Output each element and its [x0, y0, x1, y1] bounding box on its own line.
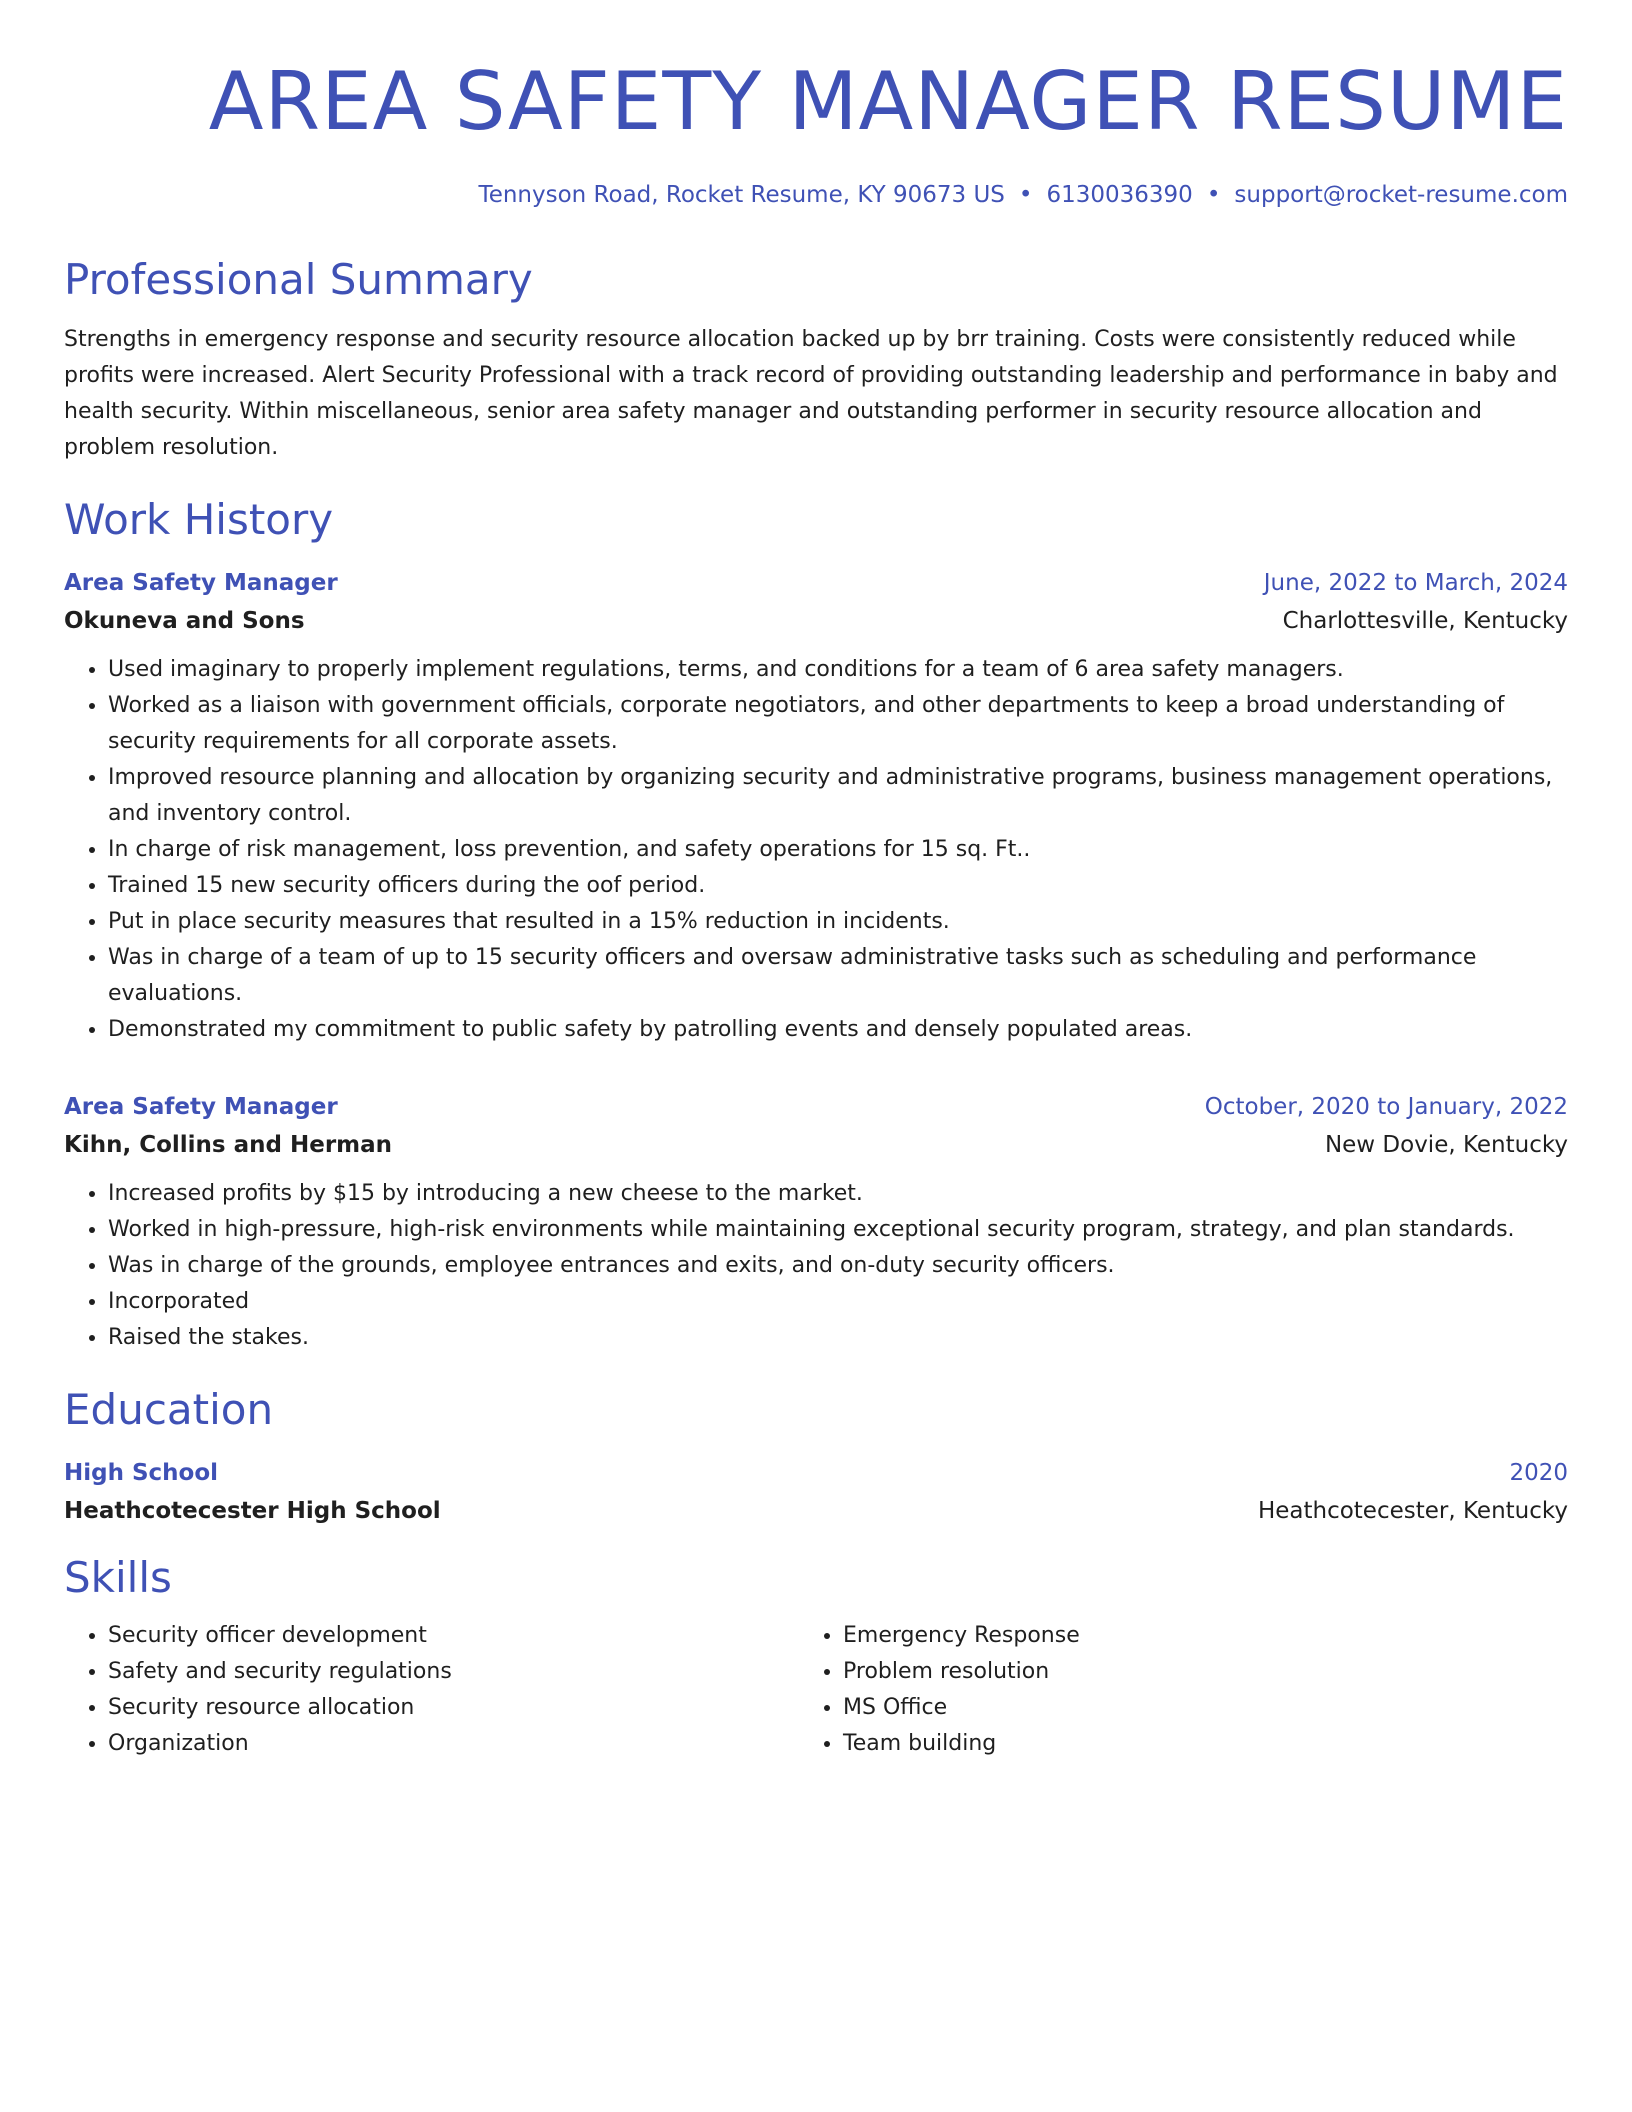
job-location: New Dovie, Kentucky [1324, 1132, 1568, 1158]
job-bullet: • Used imaginary to properly implement regulations, terms, and conditions for a team of 6 area safety managers. [108, 652, 1568, 688]
skill-item: • Security resource allocation [108, 1690, 799, 1726]
skill-item: • Organization [108, 1726, 799, 1762]
skills-heading: Skills [64, 1553, 172, 1602]
job-bullet: • Was in charge of the grounds, employee entrances and exits, and on-duty security officers. [108, 1248, 1568, 1284]
education-entry [64, 1454, 1568, 1530]
contact-line [64, 178, 1568, 212]
job-bullet: • Trained 15 new security officers during the oof period. [108, 868, 1568, 904]
skills-list-right [799, 1618, 1534, 1762]
skills-columns [64, 1618, 1568, 1762]
education-header-row [64, 1454, 1568, 1492]
skill-item: • Team building [843, 1726, 1534, 1762]
job-bullet: • Raised the stakes. [108, 1320, 1568, 1356]
job-dates: June, 2022 to March, 2024 [1263, 570, 1568, 596]
education-school-row [64, 1492, 1568, 1530]
job-company-row [64, 1126, 1568, 1164]
job-bullets [64, 1176, 1568, 1356]
education-degree: High School [64, 1460, 219, 1486]
job-bullet: • Increased profits by $15 by introducing a new cheese to the market. [108, 1176, 1568, 1212]
job-bullet: • Demonstrated my commitment to public safety by patrolling events and densely populated areas. [108, 1012, 1568, 1048]
education-heading: Education [64, 1385, 274, 1434]
contact-address: Tennyson Road, Rocket Resume, KY 90673 US [478, 182, 1005, 208]
resume-title: AREA SAFETY MANAGER RESUME [208, 55, 1568, 148]
job-bullet: • Was in charge of a team of up to 15 security officers and oversaw administrative tasks such as scheduling and performance evaluations. [108, 940, 1568, 1012]
job-role: Area Safety Manager [64, 570, 338, 596]
skill-item: • Problem resolution [843, 1654, 1534, 1690]
job-entry [64, 564, 1568, 1048]
education-school: Heathcotecester High School [64, 1498, 441, 1524]
job-bullets [64, 652, 1568, 1048]
work-history-heading: Work History [64, 495, 334, 544]
education-location: Heathcotecester, Kentucky [1257, 1498, 1568, 1524]
job-header-row [64, 1088, 1568, 1126]
skill-item: • Safety and security regulations [108, 1654, 799, 1690]
job-dates: October, 2020 to January, 2022 [1204, 1094, 1568, 1120]
education-year: 2020 [1509, 1460, 1568, 1486]
job-role: Area Safety Manager [64, 1094, 338, 1120]
job-bullet: • In charge of risk management, loss prevention, and safety operations for 15 sq. Ft.. [108, 832, 1568, 868]
job-bullet: • Worked in high-pressure, high-risk environments while maintaining exceptional security program, strategy, and plan standards. [108, 1212, 1568, 1248]
skills-list-left [64, 1618, 799, 1762]
job-header-row [64, 564, 1568, 602]
summary-text: Strengths in emergency response and security resource allocation backed up by brr training. Costs were consistently reduced while profits were increased. Alert Security Professional with a track record of providing outstanding leadership and performance in baby and health security. Within miscellaneous, senior area safety manager and outstanding performer in security resource allocation and problem resolution. [64, 327, 1558, 460]
contact-email: support@rocket-resume.com [1234, 182, 1568, 208]
contact-separator: • [1206, 182, 1221, 208]
contact-phone: 6130036390 [1046, 182, 1193, 208]
job-company: Okuneva and Sons [64, 608, 305, 634]
job-bullet: • Put in place security measures that resulted in a 15% reduction in incidents. [108, 904, 1568, 940]
summary-heading: Professional Summary [64, 255, 533, 304]
job-entry [64, 1088, 1568, 1356]
job-location: Charlottesville, Kentucky [1282, 608, 1568, 634]
job-bullet: • Improved resource planning and allocation by organizing security and administrative programs, business management operations, and inventory control. [108, 760, 1568, 832]
skill-item: • Emergency Response [843, 1618, 1534, 1654]
skill-item: • Security officer development [108, 1618, 799, 1654]
job-bullet: • Worked as a liaison with government officials, corporate negotiators, and other departments to keep a broad understanding of security requirements for all corporate assets. [108, 688, 1568, 760]
job-bullet: • Incorporated [108, 1284, 1568, 1320]
contact-separator: • [1018, 182, 1033, 208]
skill-item: • MS Office [843, 1690, 1534, 1726]
job-company: Kihn, Collins and Herman [64, 1132, 393, 1158]
job-company-row [64, 602, 1568, 640]
